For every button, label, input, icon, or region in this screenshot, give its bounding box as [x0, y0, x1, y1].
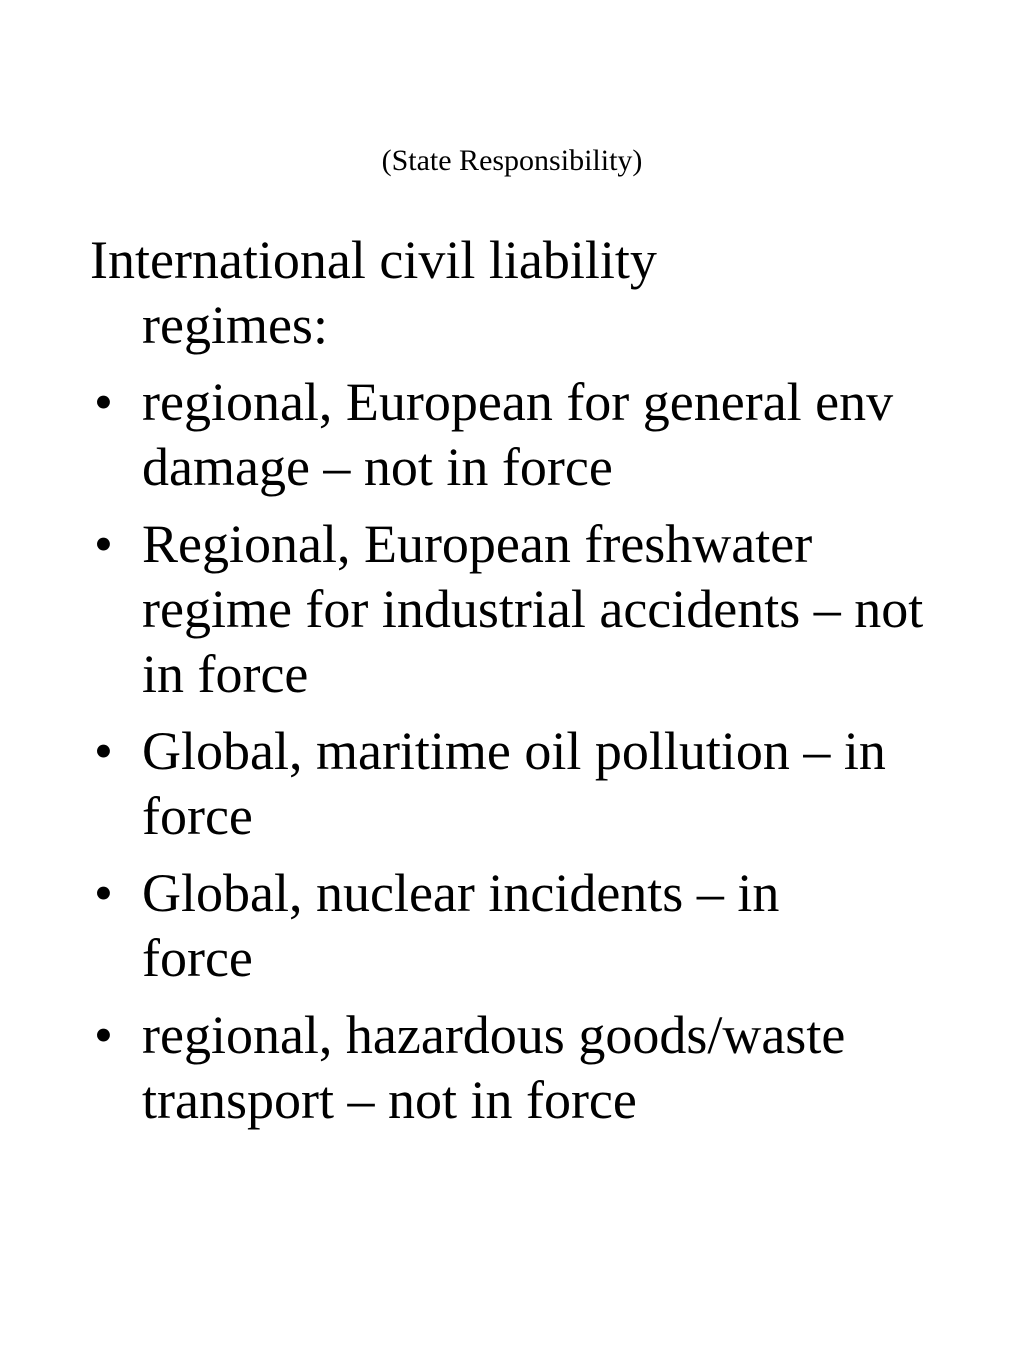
- bullet-list: [90, 370, 990, 1133]
- slide-title: (State Responsibility): [381, 144, 643, 177]
- list-item: [90, 719, 990, 849]
- bullet-text: regional, hazardous goods/waste transport – not in force: [142, 1005, 846, 1130]
- bullet-text: Regional, European freshwater regime for industrial accidents – not in force: [142, 514, 924, 704]
- slide-body: [90, 228, 990, 1145]
- list-item: [90, 370, 990, 500]
- list-item: [90, 512, 990, 707]
- bullet-icon: •: [94, 863, 113, 923]
- list-item: [90, 1003, 990, 1133]
- bullet-icon: •: [94, 721, 113, 781]
- list-item: [90, 861, 990, 991]
- bullet-text: Global, maritime oil pollution – in force: [142, 721, 886, 846]
- bullet-icon: •: [94, 372, 113, 432]
- intro-text: International civil liability regimes:: [90, 230, 657, 355]
- bullet-text: Global, nuclear incidents – in force: [142, 863, 780, 988]
- bullet-text: regional, European for general env damage – not in force: [142, 372, 894, 497]
- bullet-icon: •: [94, 1005, 113, 1065]
- bullet-icon: •: [94, 514, 113, 574]
